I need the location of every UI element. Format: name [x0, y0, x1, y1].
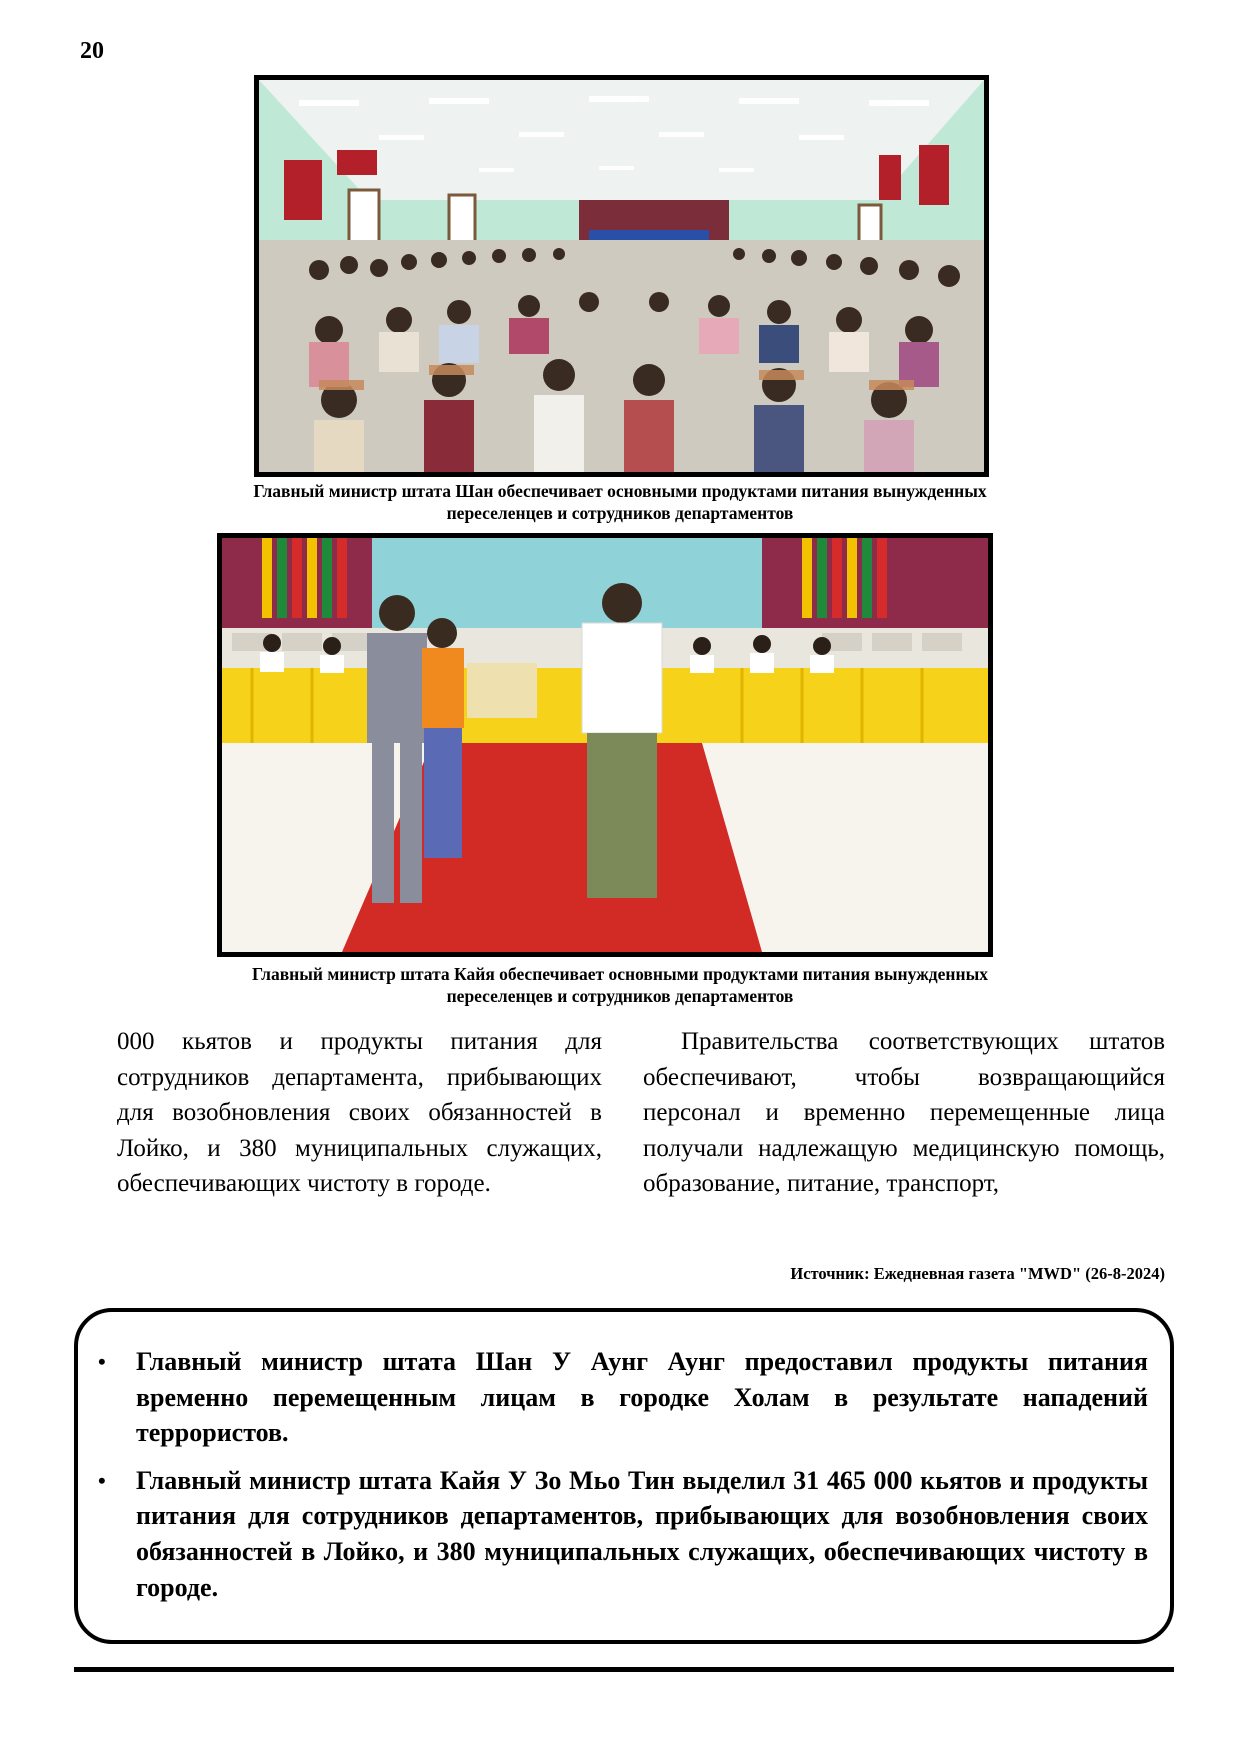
bullet-icon: • [98, 1349, 106, 1374]
bullet-icon: • [98, 1467, 106, 1493]
article-column-left [117, 1024, 602, 1202]
photo-kayah-handover [217, 533, 993, 957]
article-paragraph: Правительства соответствующих штатов обеспечивают, чтобы возвращающийся персонал и временно перемещенные лица получали надлежащую медицинскую помощь, образование, питание, транспорт, [643, 1028, 1165, 1198]
photo-caption-kayah [150, 963, 1090, 1007]
caption-line: переселенцев и сотрудников департаментов [446, 503, 794, 523]
summary-box [74, 1308, 1174, 1644]
summary-item [98, 1463, 1148, 1605]
photo-shan-hall-audience [254, 75, 989, 477]
caption-line: Главный министр штата Шан обеспечивает основными продуктами питания вынужденных [253, 481, 987, 501]
summary-item [98, 1344, 1148, 1451]
summary-item-text: Главный министр штата Шан У Аунг Аунг предоставил продукты питания временно перемещенным лицам в городке Холам в результате нападений террористов. [136, 1347, 1148, 1448]
article-column-right [643, 1024, 1165, 1202]
summary-list [78, 1312, 1170, 1605]
caption-line: Главный министр штата Кайя обеспечивает основными продуктами питания вынужденных [251, 964, 989, 984]
summary-item-text: Главный министр штата Кайя У Зо Мьо Тин выделил 31 465 000 кьятов и продукты питания для сотрудников департаментов, прибывающих для возобновления своих обязанностей в Лойко, и 380 муниципальных служащих, обеспечивающих чистоту в городе. [136, 1465, 1148, 1602]
caption-line: переселенцев и сотрудников департаментов [446, 986, 794, 1006]
photo-caption-shan [150, 480, 1090, 524]
source-credit: Источник: Ежедневная газета "MWD" (26-8-2024) [790, 1264, 1165, 1283]
bottom-divider [74, 1667, 1174, 1672]
page-number: 20 [80, 38, 104, 64]
article-paragraph: 000 кьятов и продукты питания для сотрудников департамента, прибывающих для возобновления своих обязанностей в Лойко, и 380 муниципальных служащих, обеспечивающих чистоту в городе. [117, 1028, 602, 1198]
